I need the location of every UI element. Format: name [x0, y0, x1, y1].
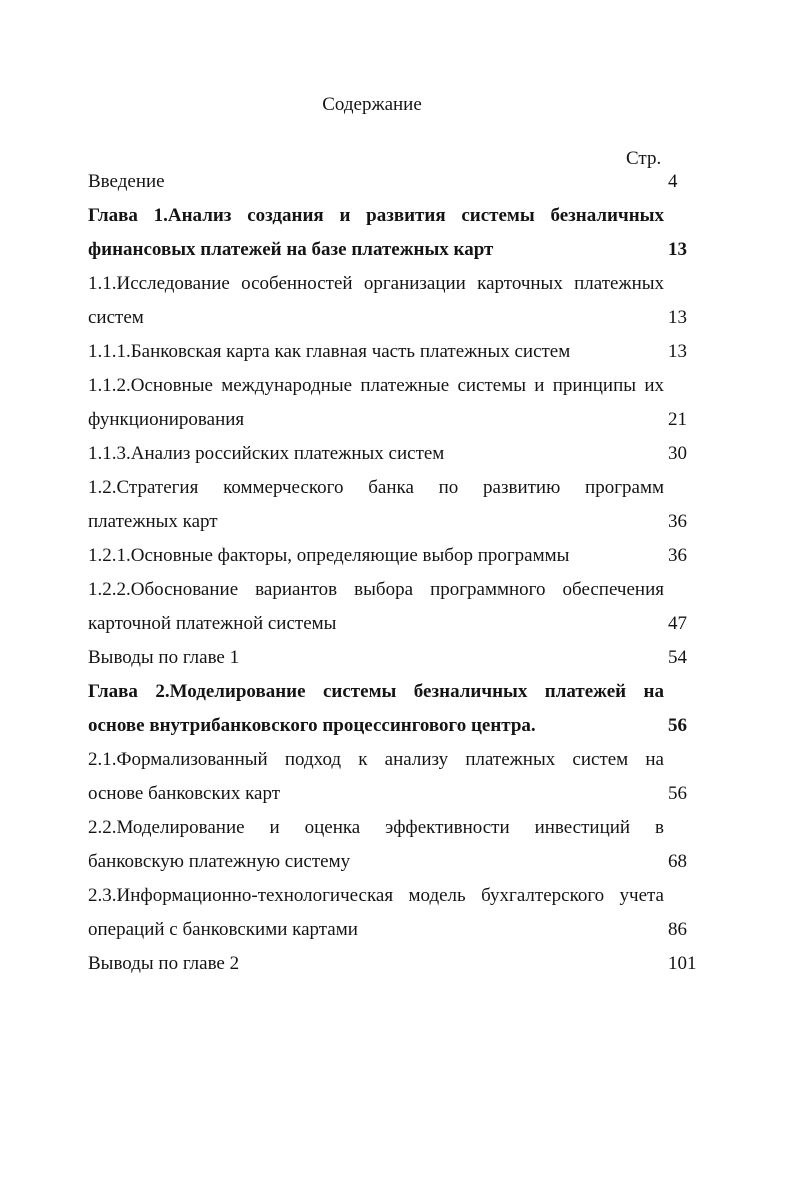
toc-entry-page-number: 56 — [668, 715, 687, 736]
toc-entry-page-number: 13 — [668, 239, 687, 260]
toc-entry-line: Выводы по главе 2 — [88, 953, 240, 974]
toc-entry — [88, 675, 708, 743]
toc-entry-line: 2.3.Информационно-технологическая модель бухгалтерского учета — [88, 885, 664, 906]
toc-entry-page-number: 47 — [668, 613, 687, 634]
toc-entry-page-number: 13 — [668, 307, 687, 328]
toc-entry-line: Глава 2.Моделирование системы безналичных платежей на — [88, 681, 664, 702]
toc-entry-line: 1.1.1.Банковская карта как главная часть платежных систем — [88, 341, 571, 362]
toc-entry — [88, 811, 708, 879]
toc-entry-page-number: 101 — [668, 953, 697, 974]
toc-entry-page-number: 21 — [668, 409, 687, 430]
toc-entry-title — [88, 811, 664, 879]
toc-entry-line: Глава 1.Анализ создания и развития системы безналичных — [88, 205, 664, 226]
toc-entry-line: функционирования — [88, 409, 245, 430]
toc-entry-line: 1.2.2.Обоснование вариантов выбора программного обеспечения — [88, 579, 664, 600]
toc-entry-page-number: 36 — [668, 511, 687, 532]
toc-entry-line: 2.1.Формализованный подход к анализу платежных систем на — [88, 749, 664, 770]
toc-entry-line: 1.1.2.Основные международные платежные системы и принципы их — [88, 375, 664, 396]
toc-entry-page-number: 30 — [668, 443, 687, 464]
toc-entry-page-number: 54 — [668, 647, 687, 668]
toc-entry — [88, 573, 708, 641]
toc-entry-line: Выводы по главе 1 — [88, 647, 240, 668]
toc-entry-page-number: 86 — [668, 919, 687, 940]
toc-entry-title — [88, 471, 664, 539]
toc-entry-title — [88, 743, 664, 811]
toc-entry-line: 1.1.3.Анализ российских платежных систем — [88, 443, 445, 464]
toc-entry-title — [88, 267, 664, 335]
toc-entry — [88, 947, 708, 981]
toc-entry-title — [88, 947, 664, 981]
toc-entry — [88, 471, 708, 539]
toc-entry-page-number: 56 — [668, 783, 687, 804]
toc-entry-line: 2.2.Моделирование и оценка эффективности инвестиций в — [88, 817, 664, 838]
toc-entry — [88, 267, 708, 335]
toc-entry-line: систем — [88, 307, 144, 328]
toc-entry — [88, 165, 708, 199]
toc-entry — [88, 539, 708, 573]
toc-entry-page-number: 68 — [668, 851, 687, 872]
toc-entry-title — [88, 573, 664, 641]
toc-entry-line: Введение — [88, 171, 165, 192]
toc-entry — [88, 641, 708, 675]
toc-entry-title — [88, 165, 664, 199]
toc-entry-line: платежных карт — [88, 511, 218, 532]
toc-entry — [88, 879, 708, 947]
toc-entry — [88, 199, 708, 267]
toc-entry — [88, 369, 708, 437]
toc-entry-line: 1.1.Исследование особенностей организации карточных платежных — [88, 273, 664, 294]
toc-entry-page-number: 4 — [668, 171, 678, 192]
page-column-header: Стр. — [626, 148, 662, 169]
toc-entry-line: основе банковских карт — [88, 783, 281, 804]
toc-entry-line: 1.2.1.Основные факторы, определяющие выбор программы — [88, 545, 570, 566]
toc-entry-title — [88, 641, 664, 675]
toc-entry-line: карточной платежной системы — [88, 613, 337, 634]
toc-entry-title — [88, 539, 664, 573]
toc-entry-title — [88, 369, 664, 437]
toc-entry-title — [88, 199, 664, 267]
toc-entry — [88, 335, 708, 369]
toc-entry-line: банковскую платежную систему — [88, 851, 351, 872]
toc-entry-title — [88, 675, 664, 743]
toc-entry-line: 1.2.Стратегия коммерческого банка по развитию программ — [88, 477, 664, 498]
toc-entry-line: основе внутрибанковского процессингового центра. — [88, 715, 536, 736]
table-of-contents — [88, 165, 708, 981]
toc-entry — [88, 437, 708, 471]
toc-entry-title — [88, 335, 664, 369]
toc-entry-page-number: 13 — [668, 341, 687, 362]
toc-entry-page-number: 36 — [668, 545, 687, 566]
page-title: Содержание — [322, 94, 422, 115]
toc-entry — [88, 743, 708, 811]
toc-entry-title — [88, 437, 664, 471]
toc-entry-line: операций с банковскими картами — [88, 919, 358, 940]
toc-entry-line: финансовых платежей на базе платежных карт — [88, 239, 494, 260]
toc-entry-title — [88, 879, 664, 947]
